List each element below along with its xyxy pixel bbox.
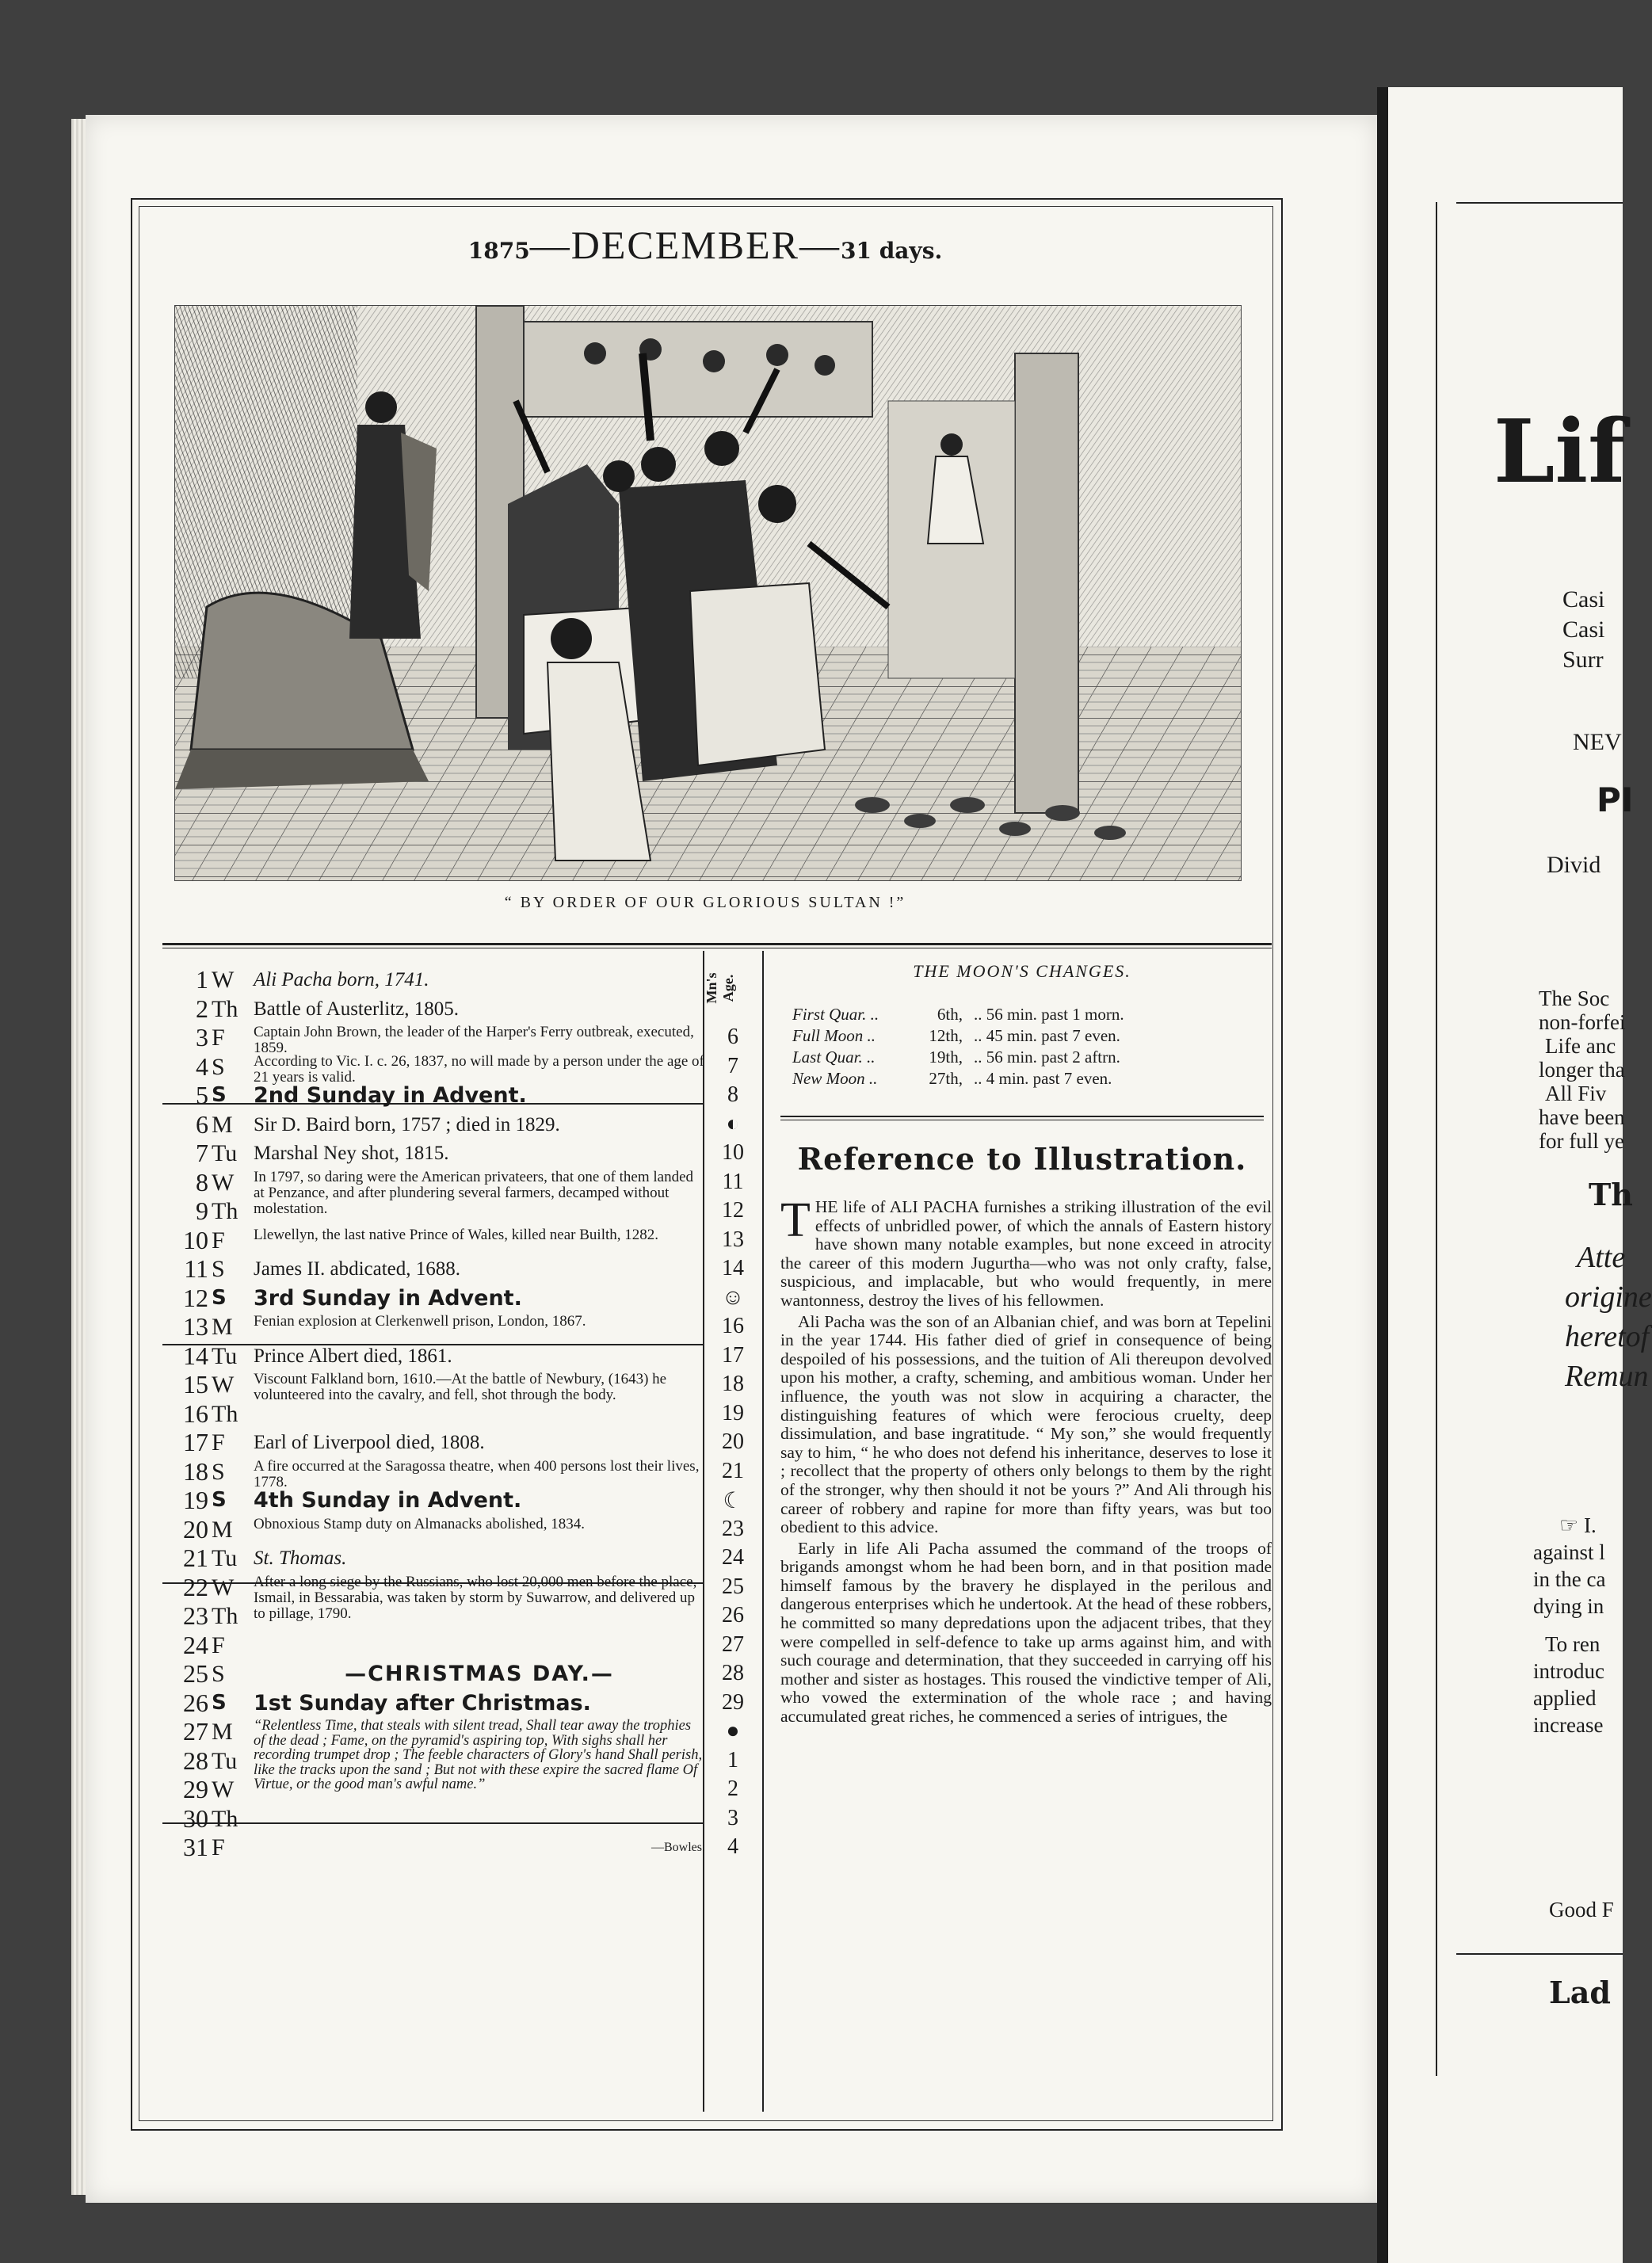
day-number: 31 — [183, 1833, 208, 1861]
weekday: W — [212, 1776, 235, 1803]
day-number: 27 — [183, 1717, 208, 1746]
day-event: Captain John Brown, the leader of the Harper's Ferry outbreak, executed, 1859. — [254, 1024, 694, 1056]
moon-age-value: 17 — [722, 1342, 744, 1368]
calendar-day-row — [162, 1429, 705, 1456]
day-number: 16 — [183, 1399, 208, 1428]
moon-date: 12th, — [929, 1026, 963, 1045]
day-event: Obnoxious Stamp duty on Almanacks abolished, 1834. — [254, 1515, 585, 1532]
moon-age-value: 26 — [722, 1603, 744, 1628]
day-number: 2 — [196, 994, 208, 1023]
moon-changes-table — [792, 1005, 1260, 1090]
right-page-fragment: The Soc — [1539, 986, 1610, 1010]
weekday: W — [212, 1169, 235, 1196]
moon-phase: New Moon .. — [792, 1069, 878, 1088]
reference-paragraph-2: Ali Pacha was the son of an Albanian chief, and was born at Tepelini in the year 1744. His father died of grief in consequence of being despoiled of his possessions, and the tuition of Ali thereupon devolved upon his mother, a crafty, scheming, and ambitious woman. Under her influence, the youth was not slow in acquiring a character, the distinguishing features of which were ferocious cruelty, deep dissimulation, and base ingratitude. “ My son,” she would frequently say to him, “ he who does not defend his inheritance, deserves to lose it ; recollect that the property of others only belongs to them by the right of the stronger, why then should it not be yours ?” And Ali through his career of robbery and rapine for more than fifty years, was but too obedient to this advice. — [780, 1311, 1272, 1537]
calendar-day-row — [162, 967, 705, 993]
moon-age-value: ☾ — [723, 1489, 743, 1513]
moon-date: 27th, — [929, 1069, 963, 1088]
right-page-fragment: Divid — [1547, 852, 1601, 878]
calendar-day-row — [162, 1603, 705, 1629]
day-number: 26 — [183, 1688, 208, 1717]
weekday: S — [212, 1488, 227, 1512]
day-event: 2nd Sunday in Advent. — [254, 1083, 527, 1108]
moon-age-value: 2 — [727, 1776, 738, 1801]
calendar-day-row — [162, 1545, 705, 1571]
rule-moon-table — [780, 1116, 1264, 1117]
day-event: 4th Sunday in Advent. — [254, 1488, 522, 1513]
moon-change-row — [792, 1048, 1260, 1069]
right-page-fragment: introduc — [1533, 1659, 1604, 1683]
reference-text — [780, 1193, 1272, 1729]
day-event: A fire occurred at the Saragossa theatre, when 400 persons lost their lives, 1778. — [254, 1457, 700, 1490]
day-event: According to Vic. I. c. 26, 1837, no will made by a person under the age of 21 years is valid. — [254, 1052, 704, 1086]
calendar-day-row — [162, 1370, 705, 1403]
day-event: Ali Pacha born, 1741. — [254, 969, 429, 990]
day-number: 5 — [196, 1081, 208, 1109]
moon-date: 19th, — [929, 1048, 963, 1067]
day-number: 19 — [183, 1486, 208, 1514]
reference-title: Reference to Illustration. — [797, 1141, 1247, 1177]
right-page-fragment: Lad — [1549, 1975, 1611, 2010]
weekday: Tu — [212, 1747, 238, 1774]
moon-age-value: 7 — [727, 1053, 738, 1078]
reference-dropcap: T — [780, 1193, 811, 1247]
right-page-fragment: Lif — [1494, 400, 1626, 502]
calendar-day-row — [162, 1690, 705, 1716]
weekday: S — [212, 1053, 225, 1080]
calendar-day-row — [162, 1401, 705, 1427]
calendar-day-row — [162, 1343, 705, 1369]
calendar-day-row — [162, 1487, 705, 1513]
day-number: 12 — [183, 1283, 208, 1312]
header-days: 31 days. — [840, 238, 943, 264]
moon-phase: Full Moon .. — [792, 1026, 876, 1045]
day-number: 25 — [183, 1659, 208, 1688]
page-header — [139, 222, 1272, 269]
moon-age-value: 3 — [727, 1805, 738, 1830]
reference-paragraph-1-text: HE life of ALI PACHA furnishes a striking illustration of the evil effects of unbridled power, of which the annals of Eastern history have shown many notable examples, but none exceed in atrocity the career of this modern Jugurtha—who was not only crafty, false, suspicious, and implacable, but who would frequently, in mere wantonness, destroy the lives of his fellowmen. — [780, 1197, 1272, 1310]
reference-paragraph-1 — [780, 1193, 1272, 1311]
moon-changes-title: THE MOON'S CHANGES. — [913, 961, 1131, 981]
day-event: After a long siege by the Russians, who lost 20,000 men before the place, Ismail, in Bessarabia, was taken by storm by Suwarrow, and delivered up to pillage, 1790. — [254, 1573, 697, 1622]
day-event: —Bowles. — [651, 1841, 705, 1854]
weekday: S — [212, 1083, 227, 1107]
engraving-illustration — [174, 305, 1242, 881]
day-number: 3 — [196, 1023, 208, 1051]
moon-date: 6th, — [937, 1005, 963, 1024]
right-page-fragment: applied — [1533, 1686, 1597, 1710]
day-number: 17 — [183, 1428, 208, 1456]
day-event: In 1797, so daring were the American privateers, that one of them landed at Penzance, and after plundering several farmers, decamped without molestation. — [254, 1168, 694, 1217]
illustration-caption: “ BY ORDER OF OUR GLORIOUS SULTAN !” — [504, 894, 906, 911]
weekday: S — [212, 1256, 225, 1282]
moon-age-value: 11 — [722, 1169, 744, 1194]
day-number: 11 — [184, 1254, 208, 1283]
day-event: Viscount Falkland born, 1610.—At the battle of Newbury, (1643) he volunteered into the cavalry, and fell, shot through the body. — [254, 1371, 667, 1403]
calendar-day-row — [162, 1198, 705, 1224]
weekday: Th — [212, 1400, 238, 1427]
day-number: 22 — [183, 1572, 208, 1601]
right-page-fragment: dying in — [1533, 1594, 1604, 1618]
rule-moonage-right — [762, 951, 764, 2112]
day-event: James II. abdicated, 1688. — [254, 1258, 461, 1280]
moon-change-row — [792, 1026, 1260, 1048]
right-page-fragment: Surr — [1562, 647, 1604, 673]
moon-age-value: 13 — [722, 1227, 744, 1252]
weekday: F — [212, 1429, 225, 1456]
day-number: 24 — [183, 1630, 208, 1659]
calendar-day-row — [162, 1514, 705, 1544]
calendar-day-row — [162, 1632, 705, 1658]
day-event: Marshal Ney shot, 1815. — [254, 1143, 449, 1164]
day-number: 21 — [183, 1544, 208, 1572]
day-event: 3rd Sunday in Advent. — [254, 1285, 522, 1311]
right-page-fragment: non-forfei — [1539, 1010, 1626, 1034]
right-page-fragment: longer tha — [1539, 1058, 1625, 1082]
weekday: M — [212, 1314, 233, 1340]
day-event: Prince Albert died, 1861. — [254, 1345, 452, 1367]
moon-age-value: ◐ — [726, 1111, 740, 1136]
calendar-day-row — [162, 1227, 705, 1254]
moon-age-value: 12 — [722, 1198, 744, 1223]
weekday: S — [212, 1690, 227, 1715]
day-event: Llewellyn, the last native Prince of Wales, killed near Builth, 1282. — [254, 1226, 658, 1243]
day-number: 7 — [196, 1139, 208, 1167]
right-page-fragment: Good F — [1549, 1898, 1614, 1921]
moon-age-value: 1 — [727, 1747, 738, 1773]
calendar-day-row — [162, 1834, 705, 1860]
moon-age-value: 10 — [722, 1140, 744, 1165]
right-page-fragment: Remun — [1565, 1360, 1649, 1393]
weekday: W — [212, 1372, 235, 1398]
calendar-day-row — [162, 1256, 705, 1282]
right-page-fragment: Life anc — [1545, 1034, 1616, 1058]
moon-age-value: 8 — [727, 1082, 738, 1107]
moon-age-value: 23 — [722, 1516, 744, 1541]
moon-age-value: 4 — [727, 1834, 738, 1859]
weekday: W — [212, 967, 235, 993]
right-page-fragment: Casi — [1562, 616, 1605, 643]
right-page-fragment: All Fiv — [1545, 1082, 1607, 1105]
right-page-fragment: have been — [1539, 1105, 1625, 1129]
weekday: M — [212, 1111, 233, 1138]
day-event: Earl of Liverpool died, 1808. — [254, 1432, 485, 1453]
right-page-fragment: To ren — [1545, 1632, 1600, 1656]
book-gutter — [1377, 87, 1388, 2263]
weekday: F — [212, 1834, 225, 1860]
weekday: S — [212, 1661, 225, 1687]
day-event: —CHRISTMAS DAY.— — [345, 1662, 614, 1686]
moon-phase: First Quar. .. — [792, 1005, 879, 1024]
calendar-day-row — [162, 1285, 705, 1311]
calendar-day-row — [162, 1023, 705, 1056]
moon-change-row — [792, 1005, 1260, 1026]
right-page-fragment: Casi — [1562, 586, 1605, 612]
moon-age-header: Mn's Age. — [704, 972, 736, 1004]
right-page-fragment: origine — [1565, 1280, 1652, 1314]
calendar-day-row — [162, 1167, 705, 1217]
calendar-day-row — [162, 1803, 705, 1833]
weekday: F — [212, 1631, 225, 1658]
right-page-fragment: Atte — [1577, 1241, 1626, 1274]
weekday: W — [212, 1574, 235, 1601]
weekday: Tu — [212, 1545, 238, 1571]
calendar-day-row — [162, 1314, 705, 1340]
weekday: S — [212, 1458, 225, 1485]
moon-age-value: 14 — [722, 1256, 744, 1280]
right-page-rule — [1456, 1953, 1623, 1955]
day-number: 29 — [183, 1775, 208, 1803]
day-event: 1st Sunday after Christmas. — [254, 1690, 591, 1715]
day-event: Fenian explosion at Clerkenwell prison, London, 1867. — [254, 1313, 586, 1330]
right-page-fragment: ☞ I. — [1559, 1513, 1597, 1537]
day-number: 4 — [196, 1051, 208, 1081]
moon-time: .. 56 min. past 2 aftrn. — [974, 1048, 1120, 1067]
weekday: M — [212, 1516, 233, 1543]
right-page-border-top — [1456, 202, 1623, 204]
calendar-day-row — [162, 1776, 705, 1803]
day-number: 20 — [183, 1514, 208, 1544]
calendar-day-row — [162, 1082, 705, 1109]
weekday: Th — [212, 1805, 238, 1832]
moon-age-value: 19 — [722, 1400, 744, 1425]
day-number: 30 — [183, 1803, 208, 1833]
moon-age-value: ☺ — [721, 1284, 745, 1310]
reference-paragraph-3: Early in life Ali Pacha assumed the command of the troops of brigands amongst whom he had been born, and in that position made himself famous by the bravery he displayed in the perilous and dangerous enterprises which he undertook. At the head of these robbers, he committed so many depredations upon the adjacent tribes, that they were compelled in self-defence to take up arms against him, and with such courage and determination, that they succeeded in carrying off his mother and sister as hostages. This roused the vindictive temper of Ali, who vowed the extermination of the whole race ; and having accumulated great riches, he commenced a series of intrigues, the — [780, 1538, 1272, 1727]
calendar-day-row — [162, 1748, 705, 1774]
header-month: —DECEMBER— — [529, 223, 841, 267]
moon-time: .. 45 min. past 7 even. — [974, 1026, 1120, 1045]
moon-age-value: 24 — [722, 1545, 744, 1570]
moon-change-row — [792, 1069, 1260, 1090]
rule-top — [162, 943, 1272, 945]
day-number: 9 — [196, 1196, 208, 1225]
weekday: Tu — [212, 1342, 238, 1369]
right-page-fragment: increase — [1533, 1713, 1604, 1737]
weekday: F — [212, 1227, 225, 1254]
weekday: S — [212, 1285, 227, 1310]
day-number: 13 — [183, 1312, 208, 1341]
weekday: Th — [212, 995, 238, 1022]
weekday: F — [212, 1025, 225, 1051]
day-number: 18 — [183, 1456, 208, 1486]
weekday: Th — [212, 1198, 238, 1224]
moon-age-value: 6 — [727, 1025, 738, 1049]
right-page-fragment: in the ca — [1533, 1567, 1606, 1591]
right-page-border-left — [1436, 202, 1437, 2076]
moon-time: .. 56 min. past 1 morn. — [974, 1005, 1124, 1024]
moon-age-value: 27 — [722, 1631, 744, 1657]
moon-time: .. 4 min. past 7 even. — [974, 1069, 1112, 1088]
day-number: 10 — [183, 1225, 208, 1254]
moon-age-value: 21 — [722, 1458, 744, 1483]
right-page-fragment: PI — [1597, 780, 1634, 819]
header-year: 1875 — [467, 238, 530, 264]
weekday: Tu — [212, 1140, 238, 1166]
day-number: 15 — [183, 1370, 208, 1399]
weekday: M — [212, 1719, 233, 1745]
right-page-fragment: for full ye — [1539, 1129, 1624, 1153]
day-number: 28 — [183, 1746, 208, 1775]
calendar-day-row — [162, 1051, 705, 1086]
moon-age-value: 25 — [722, 1574, 744, 1599]
day-number: 8 — [196, 1167, 208, 1196]
calendar-day-row — [162, 996, 705, 1022]
moon-phase: Last Quar. .. — [792, 1048, 876, 1067]
day-number: 6 — [196, 1109, 208, 1139]
day-event: “Relentless Time, that steals with silent tread, Shall tear away the trophies of the dead ; Fame, on the pyramid's aspiring top, With sighs shall her recording trumpet drop ; The feeble characters of Glory's hand Shall perish, like the tracks upon the sand ; But not with these expire the sacred flame Of Virtue, or the good man's awful name.” — [254, 1718, 703, 1792]
moon-age-value: 29 — [722, 1689, 744, 1715]
day-number: 23 — [183, 1601, 208, 1630]
column-right — [1015, 353, 1078, 813]
engraving-svg — [175, 306, 1241, 880]
right-page-fragment: Th — [1589, 1177, 1633, 1212]
day-number: 14 — [183, 1341, 208, 1370]
calendar-day-row — [162, 1456, 705, 1490]
right-page-fragment: against l — [1533, 1540, 1605, 1564]
weekday: Th — [212, 1603, 238, 1629]
right-page-fragment: NEV — [1573, 729, 1622, 755]
day-event: Battle of Austerlitz, 1805. — [254, 998, 459, 1020]
day-event: St. Thomas. — [254, 1547, 347, 1569]
moon-age-value: 20 — [722, 1429, 744, 1454]
moon-age-value: 28 — [722, 1661, 744, 1685]
calendar-day-row — [162, 1661, 705, 1687]
calendar-day-row — [162, 1109, 705, 1139]
day-number: 1 — [196, 965, 208, 994]
moon-age-value: ● — [726, 1719, 740, 1743]
day-event: Sir D. Baird born, 1757 ; died in 1829. — [254, 1113, 560, 1135]
right-page-fragment: heretof — [1565, 1320, 1650, 1353]
moon-age-value: 16 — [722, 1314, 744, 1338]
moon-age-value: 18 — [722, 1372, 744, 1396]
calendar-day-row — [162, 1140, 705, 1166]
